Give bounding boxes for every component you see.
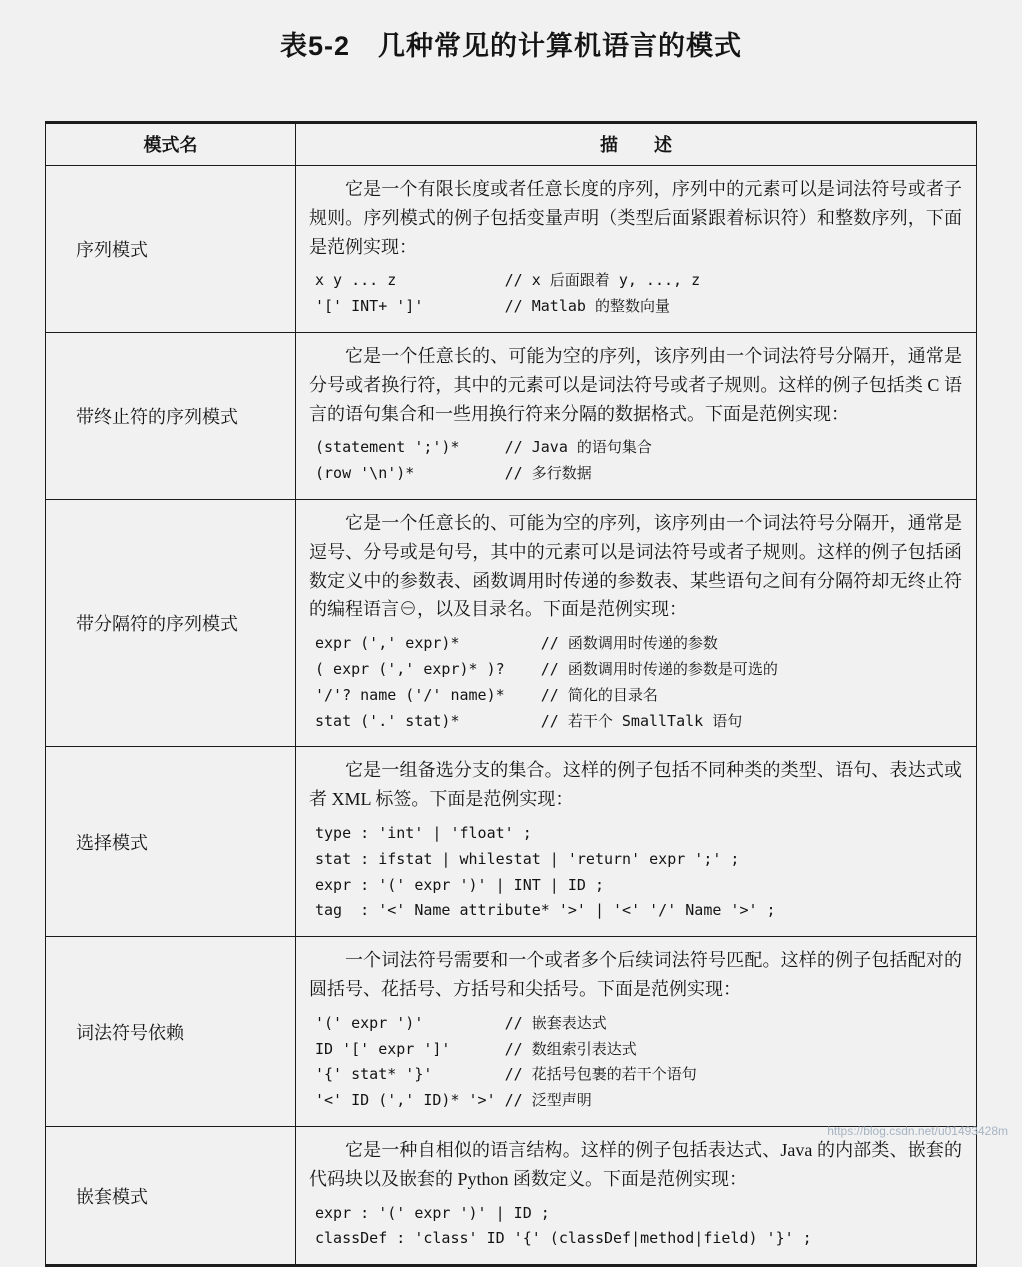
pattern-description: 它是一个任意长的、可能为空的序列，该序列由一个词法符号分隔开，通常是逗号、分号或是句号，其中的元素可以是词法符号或者子规则。这样的例子包括函数定义中的参数表、函数调用时传递的参数表、某些语句之间有分隔符却无终止符的编程语言⊖，以及目录名。下面是范例实现： — [309, 512, 962, 620]
code-line: tag : '<' Name attribute* '>' | '<' '/' Name '>' ; — [315, 901, 776, 920]
table-row — [46, 747, 976, 937]
patterns-table — [45, 121, 977, 1267]
pattern-description-cell — [296, 747, 976, 936]
pattern-description: 它是一个有限长度或者任意长度的序列，序列中的元素可以是词法符号或者子规则。序列模式的例子包括变量声明（类型后面紧跟着标识符）和整数序列，下面是范例实现： — [309, 179, 962, 257]
pattern-name: 带终止符的序列模式 — [46, 333, 296, 499]
page-title: 表5-2 几种常见的计算机语言的模式 — [279, 31, 743, 61]
code-line: (row '\n')* // 多行数据 — [315, 464, 592, 483]
pattern-name: 序列模式 — [46, 166, 296, 332]
code-line: '{' stat* '}' // 花括号包裹的若干个语句 — [315, 1065, 697, 1084]
pattern-name: 词法符号依赖 — [46, 937, 296, 1126]
pattern-description-cell — [296, 166, 976, 332]
code-line: expr : '(' expr ')' | ID ; — [315, 1203, 550, 1222]
watermark: https://blog.csdn.net/u01493428m — [827, 1124, 1008, 1138]
pattern-description-cell — [296, 1127, 976, 1264]
page — [0, 24, 1022, 1248]
code-line: expr (',' expr)* // 函数调用时传递的参数 — [315, 634, 718, 653]
code-example — [315, 1201, 962, 1253]
table-row — [46, 500, 976, 747]
code-line: ID '[' expr ']' // 数组索引表达式 — [315, 1039, 637, 1058]
table-row — [46, 166, 976, 333]
code-example — [315, 821, 962, 924]
pattern-description: 它是一个任意长的、可能为空的序列，该序列由一个词法符号分隔开，通常是分号或者换行符，其中的元素可以是词法符号或者子规则。这样的例子包括类 C 语言的语句集合和一些用换行符来分隔的数据格式。下面是范例实现： — [309, 345, 962, 424]
code-line: '[' INT+ ']' // Matlab 的整数向量 — [315, 297, 670, 316]
pattern-name: 嵌套模式 — [46, 1127, 296, 1264]
table-row — [46, 937, 976, 1127]
table-body — [46, 166, 976, 1264]
table-header-row — [46, 124, 976, 166]
pattern-description-cell — [296, 333, 976, 499]
table-row — [46, 333, 976, 500]
pattern-description: 它是一种自相似的语言结构。这样的例子包括表达式、Java 的内部类、嵌套的代码块以及嵌套的 Python 函数定义。下面是范例实现： — [309, 1139, 962, 1189]
column-header-pattern-name: 模式名 — [46, 124, 296, 165]
code-line: '/'? name ('/' name)* // 简化的目录名 — [315, 685, 658, 704]
pattern-description-cell — [296, 937, 976, 1126]
code-line: classDef : 'class' ID '{' (classDef|method|field) '}' ; — [315, 1229, 812, 1248]
code-example — [315, 631, 962, 734]
code-example — [315, 435, 962, 487]
table-row — [46, 1127, 976, 1264]
pattern-name: 选择模式 — [46, 747, 296, 936]
column-header-description: 描 述 — [600, 135, 672, 155]
code-example — [315, 1011, 962, 1114]
code-line: stat : ifstat | whilestat | 'return' expr ';' ; — [315, 849, 740, 868]
code-example — [315, 268, 962, 320]
code-line: type : 'int' | 'float' ; — [315, 823, 532, 842]
code-line: '(' expr ')' // 嵌套表达式 — [315, 1013, 607, 1032]
pattern-description-cell — [296, 500, 976, 746]
code-line: expr : '(' expr ')' | INT | ID ; — [315, 875, 604, 894]
code-line: (statement ';')* // Java 的语句集合 — [315, 438, 652, 457]
pattern-name: 带分隔符的序列模式 — [46, 500, 296, 746]
code-line: '<' ID (',' ID)* '>' // 泛型声明 — [315, 1091, 592, 1110]
code-line: stat ('.' stat)* // 若干个 SmallTalk 语句 — [315, 711, 743, 730]
code-line: ( expr (',' expr)* )? // 函数调用时传递的参数是可选的 — [315, 659, 778, 678]
code-line: x y ... z // x 后面跟着 y, ..., z — [315, 271, 701, 290]
pattern-description: 它是一组备选分支的集合。这样的例子包括不同种类的类型、语句、表达式或者 XML 标签。下面是范例实现： — [309, 760, 962, 810]
pattern-description: 一个词法符号需要和一个或者多个后续词法符号匹配。这样的例子包括配对的圆括号、花括号、方括号和尖括号。下面是范例实现： — [309, 950, 962, 999]
